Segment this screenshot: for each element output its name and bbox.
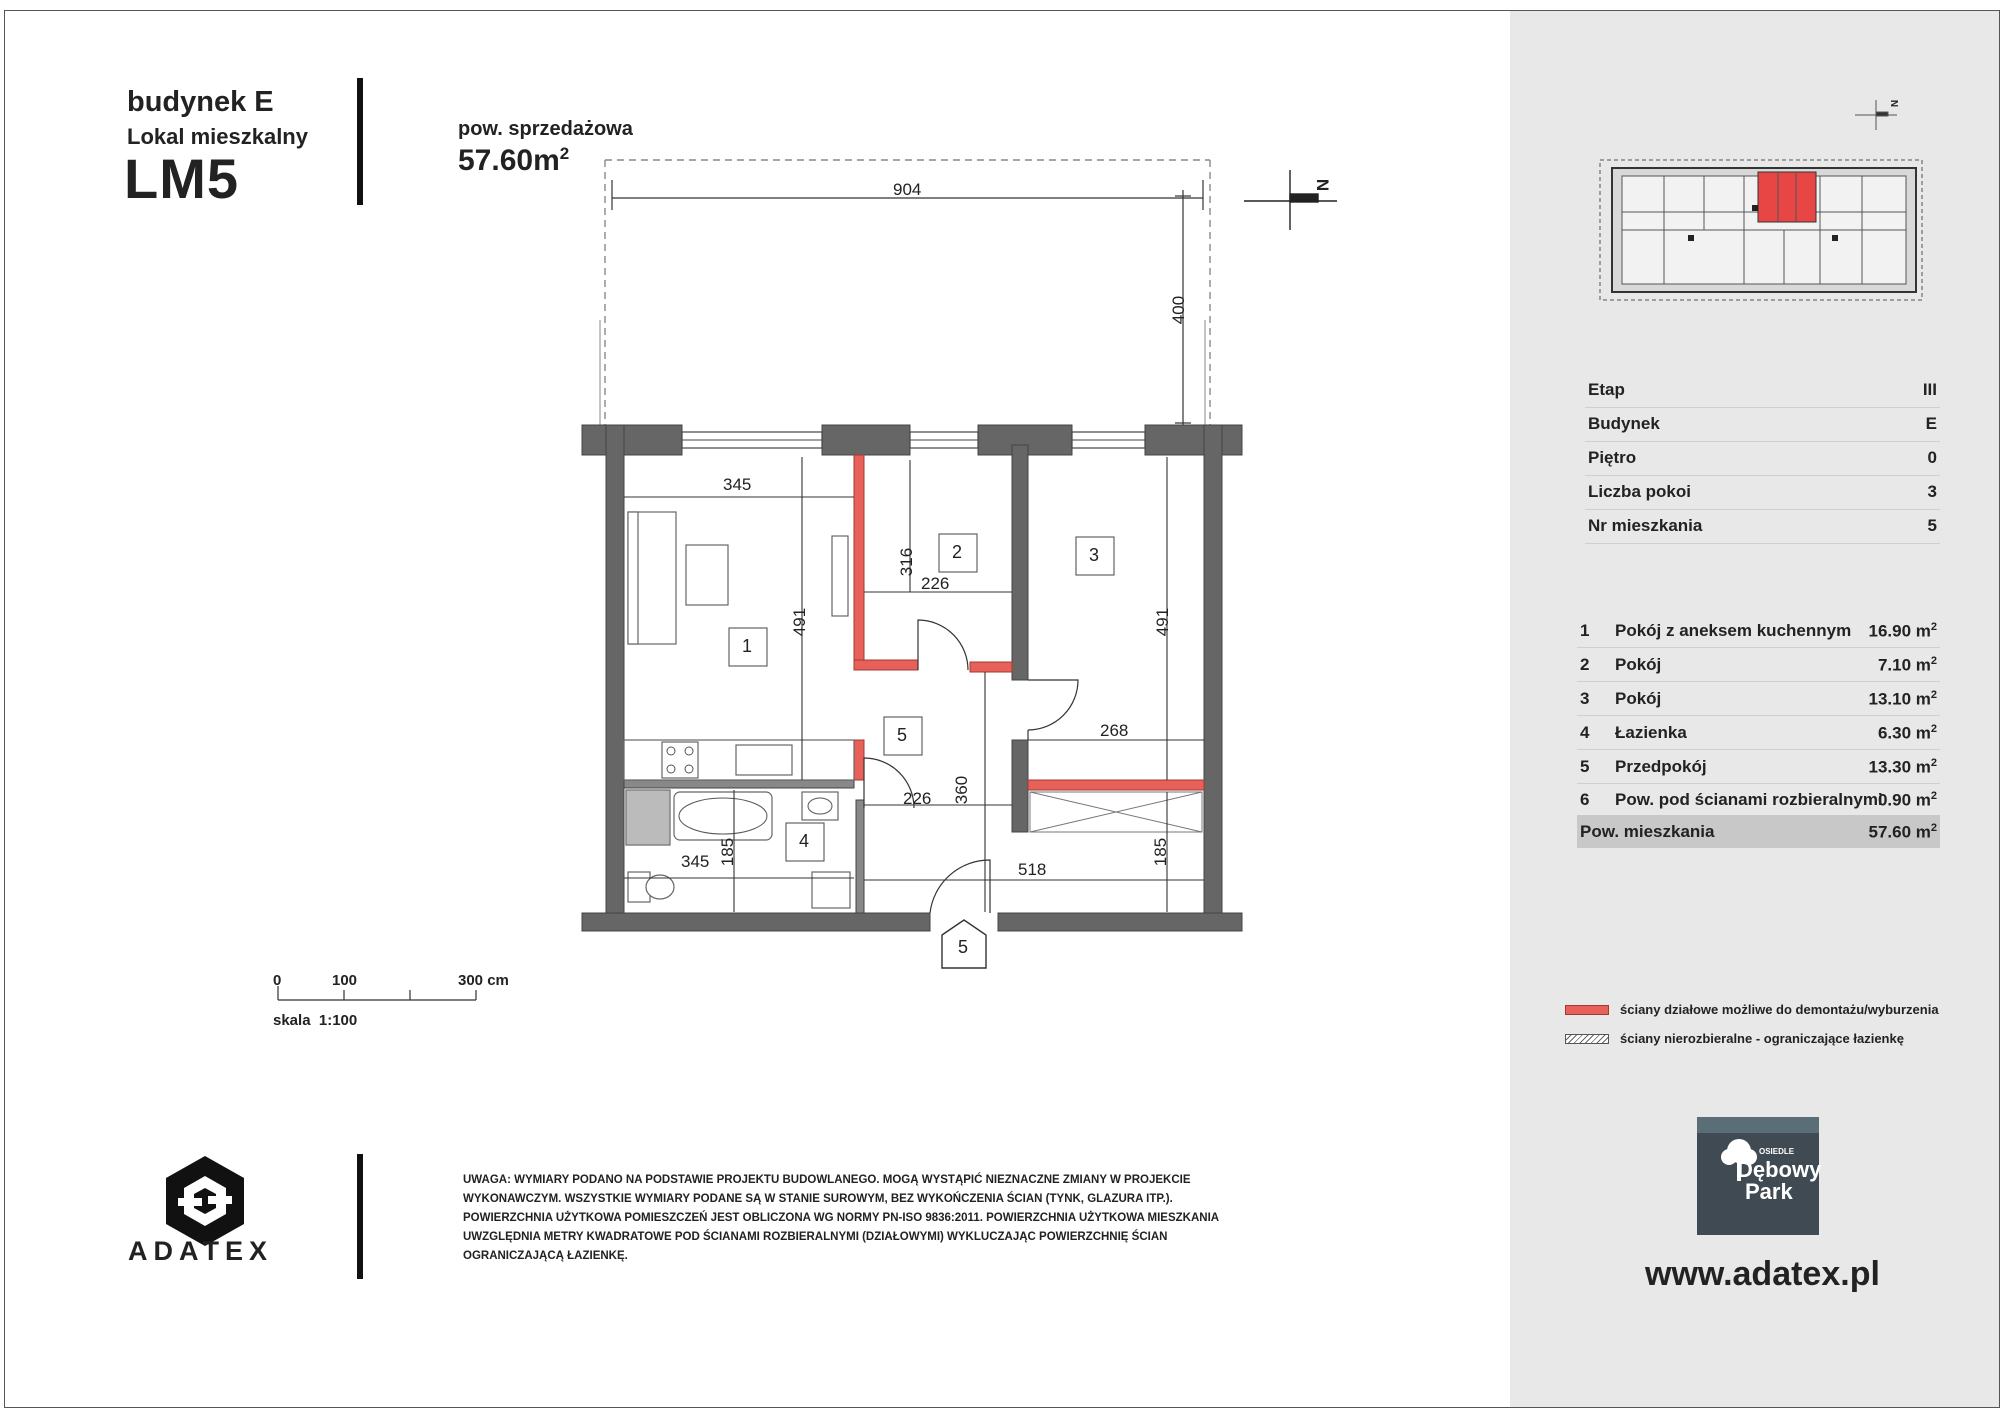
building-title: budynek E [127, 86, 274, 118]
room-row: 6 Pow. pod ścianami rozbieralnymi 0.90 $m^2$ [1577, 783, 1940, 817]
info-row: Liczba pokoi 3 [1585, 476, 1940, 510]
info-row: Piętro 0 [1585, 442, 1940, 476]
dim-r2-depth: 316 [897, 547, 917, 577]
info-row: Budynek E [1585, 408, 1940, 442]
north-label: N [1313, 178, 1333, 192]
scale-tick-100: 100 [332, 972, 358, 989]
entry-label: 5 [958, 937, 969, 957]
estate-line1: Dębowy [1737, 1157, 1822, 1182]
dim-r3-width: 268 [1100, 721, 1129, 740]
scale-tick-0: 0 [273, 972, 282, 989]
room-row: 1 Pokój z aneksem kuchennym 16.90 $m^2$ [1577, 614, 1940, 648]
estate-small: OSIEDLE [1759, 1147, 1795, 1156]
keyplan [1600, 100, 1922, 300]
room-label-2: 2 [952, 542, 963, 562]
dim-r1-width: 345 [723, 475, 752, 494]
dim-bath-width: 345 [681, 852, 710, 871]
estate-logo [1697, 1117, 1822, 1235]
area-value: $57.60m^2$ [458, 144, 570, 177]
scale-label: skala 1:100 [273, 1012, 358, 1029]
room-row: 4 Łazienka 6.30 $m^2$ [1577, 716, 1940, 750]
room-row: 5 Przedpokój 13.30 $m^2$ [1577, 750, 1940, 784]
room-row: 3 Pokój 13.10 $m^2$ [1577, 682, 1940, 716]
disclaimer-note: UWAGA: WYMIARY PODANO NA PODSTAWIE PROJEKTU BUDOWLANEGO. MOGĄ WYSTĄPIĆ NIEZNACZNE ZMIANY W PROJEKCIE WYKONAWCZYM. WSZYSTKIE WYMIARY PODANE SĄ W STANIE SUROWYM, BEZ WYKOŃCZENIA ŚCIAN (TYNK, GLAZURA ITP.). POWIERZCHNIA UŻYTKOWA POMIESZCZEŃ JEST OBLICZONA WG NORMY PN-ISO 9836:2011. POWIERZCHNIA UŻYTKOWA MIESZKANIA UWZGLĘDNIA METRY KWADRATOWE POD ŚCIANAMI ROZBIERALNYMI (DZIAŁOWYMI) WYKLUCZAJĄC POWIERZCHNIĘ ŚCIAN OGRANICZAJĄCĄ ŁAZIENKĘ. [463, 1174, 1219, 1262]
dim-hall-depth: 360 [952, 775, 972, 805]
dim-r2-width: 226 [921, 574, 950, 593]
room-label-5: 5 [897, 725, 908, 745]
dim-balcony-depth: 400 [1169, 295, 1189, 325]
info-row: Etap III [1585, 374, 1940, 408]
scale-bar [278, 986, 476, 1000]
dim-bath-depth: 185 [718, 837, 738, 867]
room-row: 2 Pokój 7.10 $m^2$ [1577, 648, 1940, 682]
estate-line2: Park [1745, 1179, 1793, 1204]
closet-hatch [1030, 792, 1202, 832]
adatex-logo-text: ADATEX [128, 1236, 274, 1266]
scale-tick-300: 300 cm [458, 972, 509, 989]
dimension-lines [624, 457, 1204, 912]
adatex-logo-icon [158, 1154, 252, 1248]
dim-r1-depth: 491 [790, 607, 810, 637]
total-row: Pow. mieszkania 57.60 $m^2$ [1577, 815, 1940, 848]
info-row: Nr mieszkania 5 [1585, 510, 1940, 544]
balcony-railing [600, 320, 1205, 425]
footer-divider [357, 1154, 363, 1279]
legend-swatch-red [1565, 1005, 1609, 1015]
keyplan-north-label: N [1888, 99, 1900, 108]
area-label: pow. sprzedażowa [458, 118, 633, 140]
unit-type: Lokal mieszkalny [127, 124, 308, 149]
website-link[interactable]: www.adatex.pl [1645, 1255, 1880, 1293]
room-label-1: 1 [742, 636, 753, 656]
room-label-3: 3 [1089, 545, 1100, 565]
dim-closet-depth: 185 [1151, 837, 1171, 867]
dim-r3-depth: 491 [1153, 607, 1173, 637]
dim-hall-width: 226 [903, 789, 932, 808]
room-label-4: 4 [799, 831, 810, 851]
dim-balcony-width: 904 [893, 180, 922, 199]
dim-closet-width: 518 [1018, 860, 1047, 879]
legend-swatch-hatch [1565, 1034, 1609, 1044]
unit-code: LM5 [124, 147, 239, 210]
